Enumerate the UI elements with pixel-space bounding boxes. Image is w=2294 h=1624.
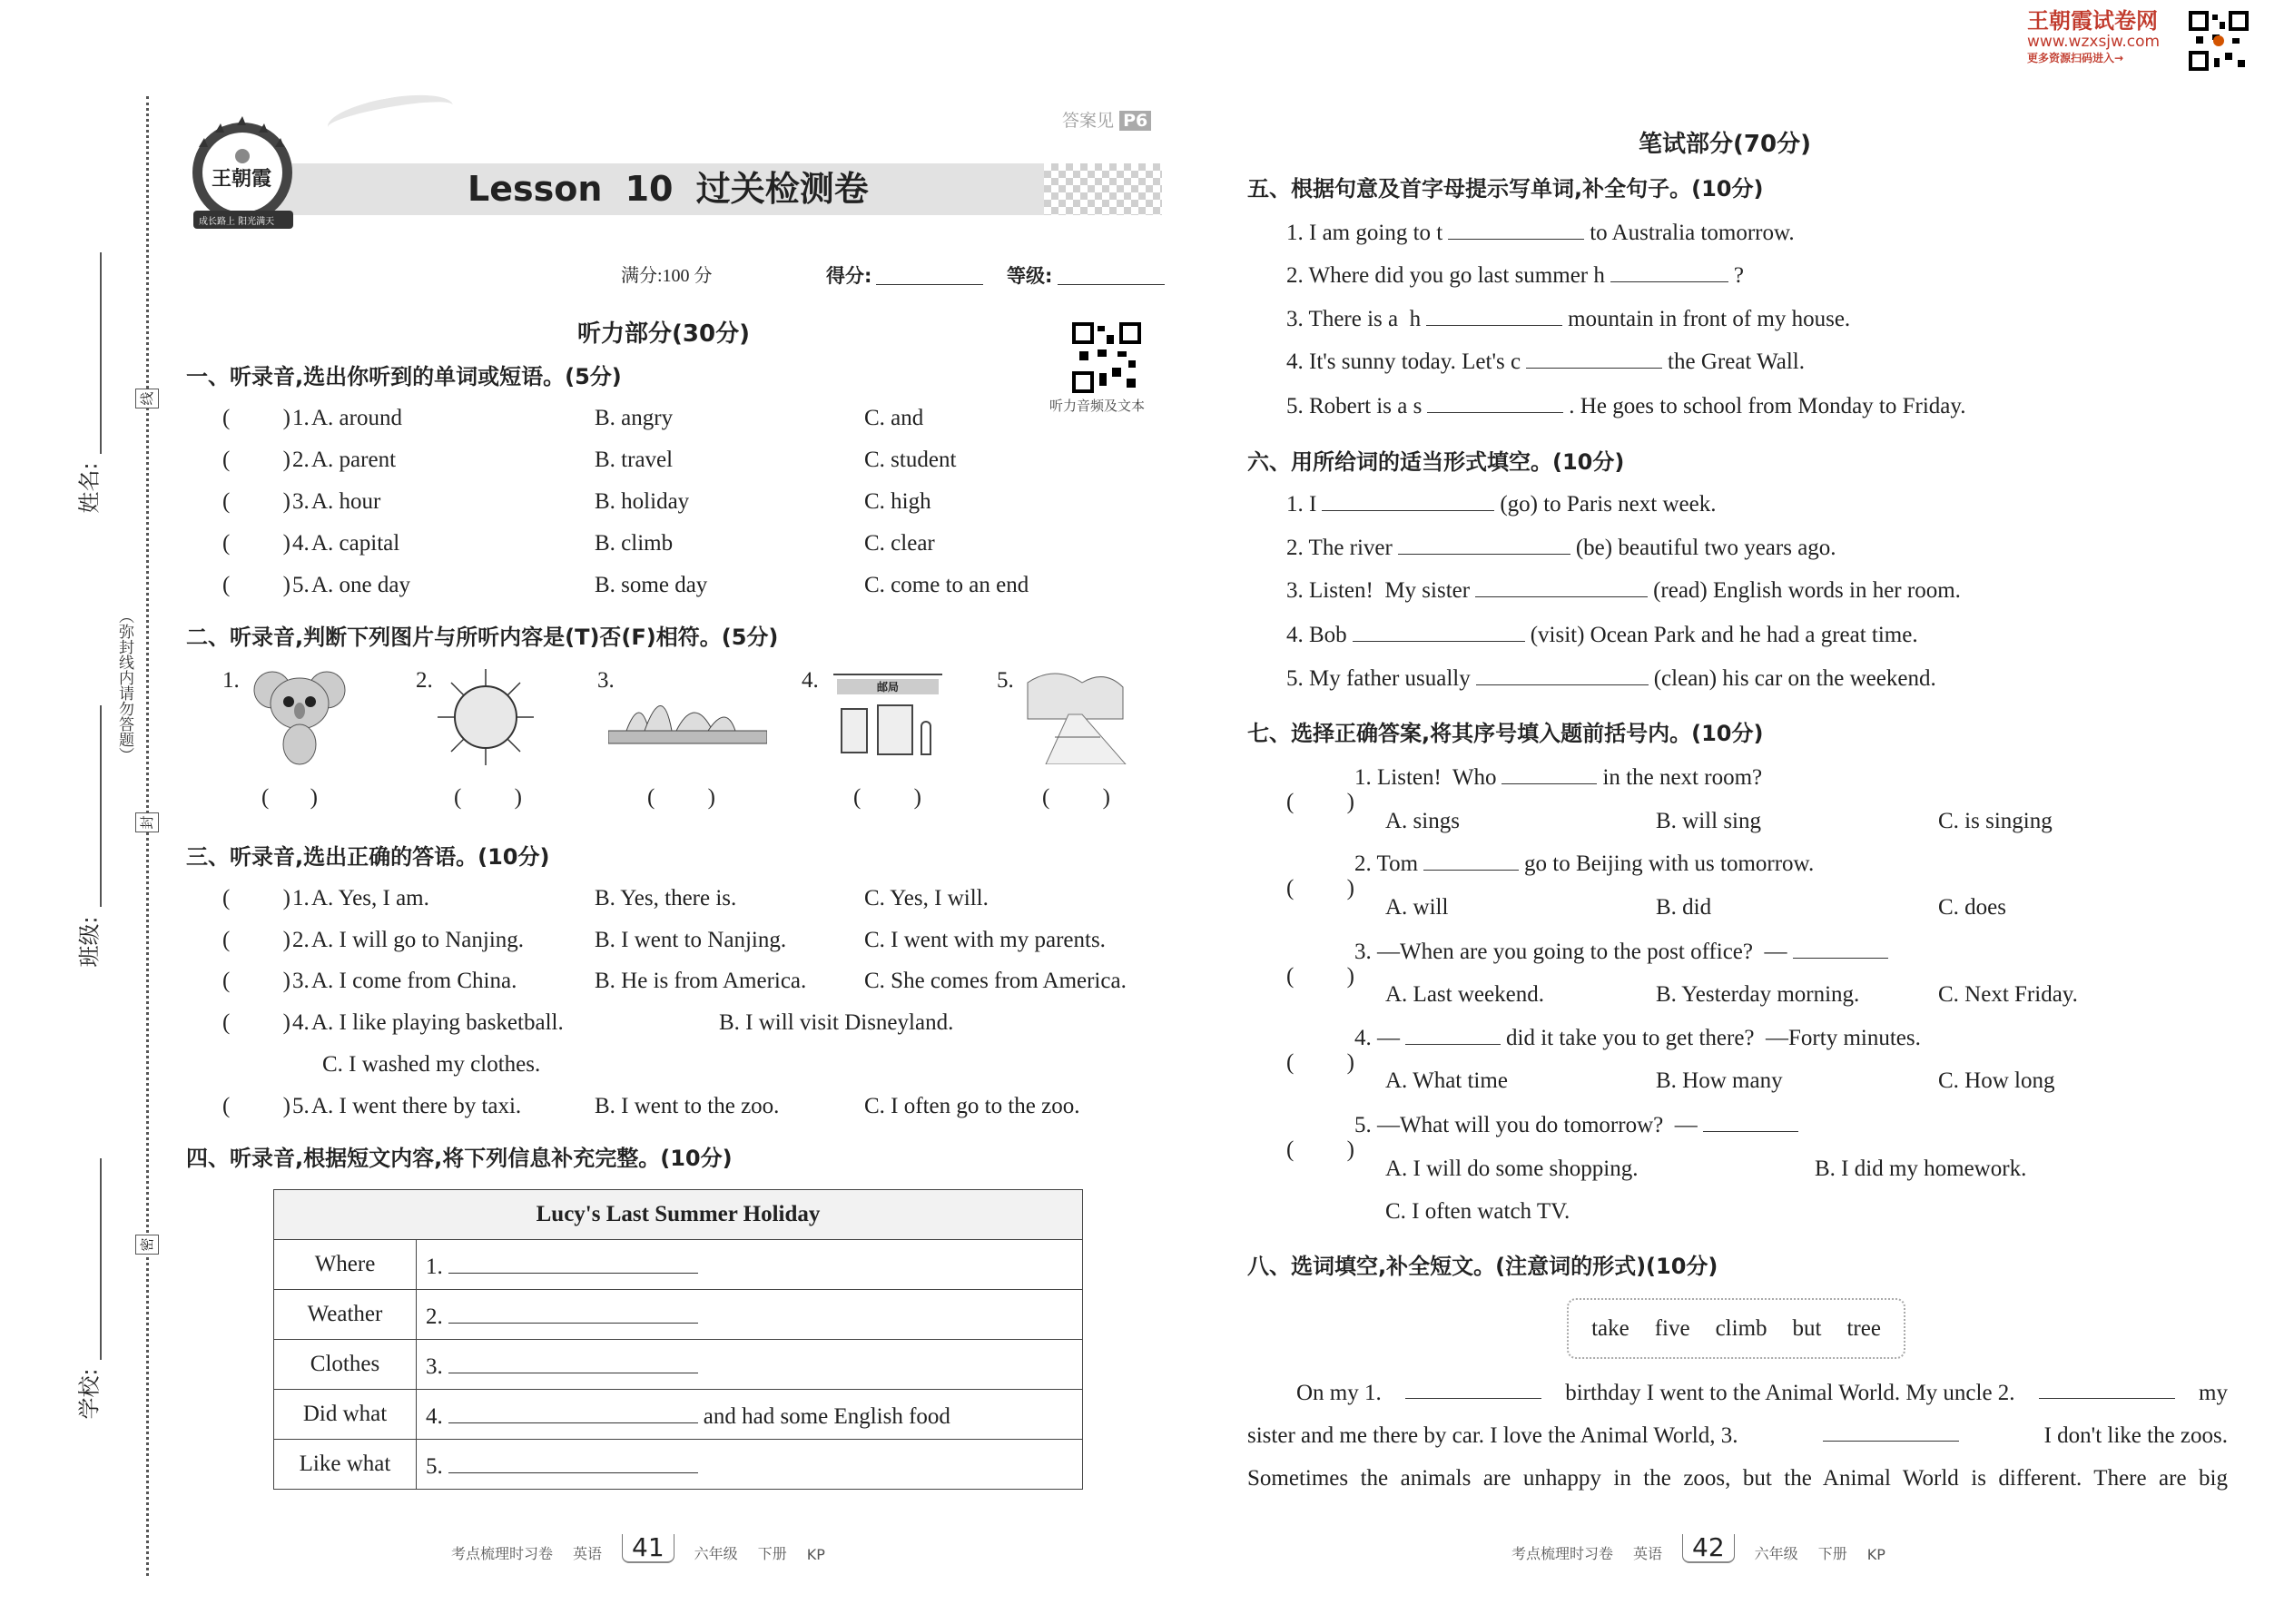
option-b: B. I did my homework. bbox=[1815, 1156, 2027, 1181]
grade-field[interactable] bbox=[1058, 261, 1165, 285]
list-item bbox=[0, 442, 1180, 478]
margin-marker-line: 线 bbox=[135, 389, 159, 408]
word-option: take bbox=[1591, 1315, 1629, 1341]
answer-field[interactable] bbox=[1526, 345, 1662, 369]
item-text: 4. — bbox=[1354, 1026, 1400, 1050]
score-label: 得分: bbox=[826, 265, 872, 287]
footer-right bbox=[1511, 1534, 1885, 1563]
item-text-end: the Great Wall. bbox=[1668, 349, 1805, 374]
row-number: 4. bbox=[426, 1403, 443, 1429]
row-answer bbox=[417, 1390, 1083, 1440]
class-label: 班级: bbox=[76, 916, 103, 968]
passage-text: my bbox=[2199, 1381, 2228, 1405]
item-text: 4. Bob bbox=[1286, 623, 1347, 647]
audio-qr-caption: 听力音频及文本 bbox=[1049, 398, 1146, 414]
grade-label: 等级: bbox=[1007, 265, 1053, 287]
option-a: A. one day bbox=[311, 573, 410, 597]
full-score: 满分:100 分 bbox=[621, 266, 713, 286]
option-c: C. is singing bbox=[1938, 809, 2053, 833]
passage-line-1 bbox=[1296, 1375, 2228, 1412]
option-c: C. Next Friday. bbox=[1938, 982, 2078, 1007]
answer-field[interactable] bbox=[1423, 847, 1519, 871]
answer-ref-label: 答案见 bbox=[1062, 111, 1115, 131]
list-item bbox=[0, 526, 1180, 562]
post-office-picture bbox=[833, 674, 942, 755]
item-number: 2. bbox=[292, 448, 310, 472]
answer-reference bbox=[1062, 107, 1151, 132]
list-item bbox=[1286, 846, 1814, 882]
page-title: Lesson 10 过关检测卷 bbox=[468, 169, 869, 209]
item-text: 5. My father usually bbox=[1286, 666, 1471, 691]
brand-name: 王朝霞试卷网 bbox=[2027, 8, 2158, 34]
option-a: A. will bbox=[1385, 895, 1449, 920]
answer-field[interactable] bbox=[1448, 216, 1584, 240]
koala-picture-icon bbox=[250, 667, 350, 767]
option-c: C. high bbox=[864, 489, 931, 514]
option-a: A. around bbox=[311, 406, 402, 430]
option-a: A. I like playing basketball. bbox=[311, 1010, 564, 1035]
list-item bbox=[1286, 661, 1936, 697]
answer-field[interactable] bbox=[1426, 302, 1562, 326]
answer-field[interactable] bbox=[1405, 1021, 1501, 1045]
answer-field[interactable] bbox=[448, 1250, 698, 1274]
passage-line-2 bbox=[1247, 1418, 2228, 1454]
row-label: Like what bbox=[274, 1440, 417, 1490]
option-c: C. student bbox=[864, 448, 957, 472]
list-item bbox=[1286, 760, 1762, 796]
brand-qr-icon bbox=[2189, 11, 2249, 71]
item-text: 5. Robert is a s bbox=[1286, 394, 1423, 418]
picture-number: 5. bbox=[997, 668, 1014, 693]
list-item bbox=[1286, 487, 1716, 523]
passage-line-3 bbox=[1247, 1461, 2228, 1497]
audio-qr-icon[interactable] bbox=[1072, 322, 1141, 393]
item-text: 1. Listen! Who bbox=[1354, 765, 1497, 790]
table-row bbox=[274, 1290, 1083, 1340]
list-item bbox=[0, 400, 1180, 437]
option-b: B. angry bbox=[595, 406, 674, 430]
option-c: C. I often go to the zoo. bbox=[864, 1094, 1080, 1118]
list-item bbox=[1286, 617, 1918, 654]
item-text: 2. Tom bbox=[1354, 851, 1419, 876]
option-c: C. clear bbox=[864, 531, 935, 556]
option-b: B. I went to Nanjing. bbox=[595, 928, 787, 952]
row-tail: and had some English food bbox=[703, 1403, 950, 1429]
table-row bbox=[274, 1390, 1083, 1440]
answer-field[interactable] bbox=[1793, 935, 1888, 959]
logo-text: 王朝霞 bbox=[212, 167, 272, 191]
answer-field[interactable] bbox=[1475, 574, 1648, 597]
section-3-heading: 三、听录音,选出正确的答语。(10分) bbox=[186, 844, 550, 870]
row-answer bbox=[417, 1340, 1083, 1390]
option-b: B. I will visit Disneyland. bbox=[719, 1010, 954, 1035]
school-fill-line bbox=[100, 1158, 102, 1360]
writing-title: 笔试部分(70分) bbox=[1639, 131, 1811, 158]
section-5-heading: 五、根据句意及首字母提示写单词,补全句子。(10分) bbox=[1247, 176, 1764, 202]
answer-field[interactable] bbox=[1322, 487, 1494, 511]
list-item bbox=[1286, 1020, 1921, 1057]
item-text: 3. Listen! My sister bbox=[1286, 578, 1471, 603]
name-label: 姓名: bbox=[76, 462, 103, 514]
row-number: 3. bbox=[426, 1353, 443, 1379]
row-label: Did what bbox=[274, 1390, 417, 1440]
footer-series: 考点梳理时习卷 bbox=[451, 1545, 554, 1562]
footer-series: 考点梳理时习卷 bbox=[1511, 1545, 1614, 1562]
table-row bbox=[274, 1340, 1083, 1390]
list-item bbox=[1286, 934, 1894, 970]
post-office-sign: 邮局 bbox=[837, 679, 939, 694]
item-text-end: did it take you to get there? —Forty minutes. bbox=[1506, 1026, 1921, 1050]
logo-ribbon-text: 成长路上 阳光满天 bbox=[199, 217, 275, 227]
item-text: 4. It's sunny today. Let's c bbox=[1286, 349, 1521, 374]
footer-edition: KP bbox=[806, 1546, 825, 1563]
row-answer bbox=[417, 1240, 1083, 1290]
item-number: 4. bbox=[292, 1010, 310, 1035]
item-number: 1. bbox=[292, 886, 310, 910]
page-number: 42 bbox=[1682, 1534, 1735, 1563]
item-text-end: (visit) Ocean Park and he had a great time. bbox=[1530, 623, 1918, 647]
item-number: 1. bbox=[292, 406, 310, 430]
options bbox=[0, 803, 2294, 840]
item-text-end: ? bbox=[1733, 263, 1744, 288]
option-b: B. How many bbox=[1656, 1068, 1783, 1093]
table-row bbox=[274, 1440, 1083, 1490]
list-item bbox=[1286, 301, 1850, 338]
row-label: Weather bbox=[274, 1290, 417, 1340]
item-text-end: (read) English words in her room. bbox=[1653, 578, 1961, 603]
answer-field[interactable] bbox=[1398, 531, 1570, 555]
option-c: C. I washed my clothes. bbox=[322, 1052, 541, 1077]
footer-grade: 六年级 bbox=[1754, 1545, 1798, 1562]
option-c: C. come to an end bbox=[864, 573, 1029, 597]
option-c: C. Yes, I will. bbox=[864, 886, 989, 910]
footer-subject: 英语 bbox=[1633, 1545, 1663, 1562]
table-row bbox=[274, 1240, 1083, 1290]
list-item bbox=[0, 922, 1180, 959]
answer-field[interactable] bbox=[1703, 1108, 1798, 1132]
option-c: C. I often watch TV. bbox=[1385, 1199, 1570, 1224]
row-number: 2. bbox=[426, 1304, 443, 1329]
brand-banner bbox=[2027, 9, 2294, 77]
answer-ref-page: P6 bbox=[1119, 111, 1151, 131]
passage-text: I don't like the zoos. bbox=[2043, 1423, 2228, 1448]
footer-term: 下册 bbox=[757, 1545, 787, 1562]
section-8-heading: 八、选词填空,补全短文。(注意词的形式)(10分) bbox=[1247, 1254, 1718, 1279]
row-answer bbox=[417, 1440, 1083, 1490]
footer-edition: KP bbox=[1866, 1546, 1885, 1563]
passage-text: birthday I went to the Animal World. My uncle 2. bbox=[1565, 1381, 2015, 1405]
row-label: Where bbox=[274, 1240, 417, 1290]
option-a: A. Last weekend. bbox=[1385, 982, 1544, 1007]
picture-number: 2. bbox=[416, 668, 433, 693]
item-text-end: (be) beautiful two years ago. bbox=[1575, 536, 1836, 560]
item-number: 5. bbox=[292, 573, 310, 597]
answer-field[interactable] bbox=[1353, 618, 1525, 642]
section-6-heading: 六、用所给词的适当形式填空。(10分) bbox=[1247, 449, 1625, 475]
footer-subject: 英语 bbox=[573, 1545, 603, 1562]
picture-number: 3. bbox=[597, 668, 615, 693]
option-b: B. holiday bbox=[595, 489, 690, 514]
option-a: A. Yes, I am. bbox=[311, 886, 429, 910]
list-item bbox=[1286, 573, 1961, 609]
answer-field[interactable] bbox=[448, 1400, 698, 1423]
footer-grade: 六年级 bbox=[694, 1545, 738, 1562]
school-label: 学校: bbox=[76, 1368, 103, 1420]
item-number: 3. bbox=[292, 969, 310, 993]
list-item bbox=[1286, 530, 1836, 566]
list-item bbox=[1286, 344, 1805, 380]
options bbox=[0, 1063, 2294, 1099]
word-option: climb bbox=[1715, 1315, 1767, 1341]
list-item bbox=[0, 484, 1180, 520]
answer-field[interactable] bbox=[1610, 259, 1728, 282]
passage-text: Sometimes the animals are unhappy in the zoos, but the Animal World is different. There are big bbox=[1247, 1466, 2228, 1491]
title-band-checker bbox=[1044, 163, 1162, 215]
option-b: B. Yes, there is. bbox=[595, 886, 737, 910]
score-field[interactable] bbox=[876, 261, 983, 285]
logo bbox=[186, 109, 300, 236]
word-option: but bbox=[1792, 1315, 1822, 1341]
picture-number: 4. bbox=[802, 668, 819, 693]
option-a: A. capital bbox=[311, 531, 400, 556]
option-b: B. did bbox=[1656, 895, 1712, 920]
option-b: B. Yesterday morning. bbox=[1656, 982, 1860, 1007]
word-bank bbox=[1567, 1298, 1905, 1359]
margin-marker-seal: 封 bbox=[135, 812, 159, 832]
listening-title: 听力部分(30分) bbox=[577, 320, 750, 348]
info-table bbox=[273, 1189, 1083, 1490]
option-a: A. I will do some shopping. bbox=[1385, 1156, 1639, 1181]
options-continued bbox=[0, 1194, 2294, 1230]
option-a: A. I will go to Nanjing. bbox=[311, 928, 525, 952]
passage-text: On my 1. bbox=[1296, 1381, 1382, 1405]
item-text-end: in the next room? bbox=[1602, 765, 1763, 790]
table-title: Lucy's Last Summer Holiday bbox=[274, 1190, 1083, 1240]
option-b: B. travel bbox=[595, 448, 674, 472]
option-b: B. He is from America. bbox=[595, 969, 807, 993]
list-item bbox=[0, 567, 1180, 604]
item-text: 3. —When are you going to the post office? — bbox=[1354, 940, 1787, 964]
section-4-heading: 四、听录音,根据短文内容,将下列信息补充完整。(10分) bbox=[186, 1146, 733, 1171]
item-number: 4. bbox=[292, 531, 310, 556]
score-line bbox=[0, 258, 1180, 294]
option-a: A. What time bbox=[1385, 1068, 1508, 1093]
margin-marker-secret: 密 bbox=[135, 1235, 159, 1255]
row-number: 1. bbox=[426, 1254, 443, 1279]
answer-field[interactable] bbox=[448, 1350, 698, 1373]
options bbox=[0, 977, 2294, 1013]
row-number: 5. bbox=[426, 1453, 443, 1479]
item-number: 2. bbox=[292, 928, 310, 952]
option-b: B. climb bbox=[595, 531, 674, 556]
option-a: A. parent bbox=[311, 448, 397, 472]
option-c: C. She comes from America. bbox=[864, 969, 1127, 993]
option-c: C. and bbox=[864, 406, 924, 430]
option-b: B. I went to the zoo. bbox=[595, 1094, 780, 1118]
answer-field[interactable] bbox=[1427, 389, 1563, 413]
ribbon-decoration bbox=[325, 87, 457, 145]
footer-term: 下册 bbox=[1817, 1545, 1847, 1562]
option-a: A. hour bbox=[311, 489, 381, 514]
options bbox=[0, 1151, 2294, 1187]
section-7-heading: 七、选择正确答案,将其序号填入题前括号内。(10分) bbox=[1247, 721, 1764, 746]
list-item bbox=[1286, 389, 1966, 425]
item-text-end: go to Beijing with us tomorrow. bbox=[1524, 851, 1815, 876]
passage-text: sister and me there by car. I love the Animal World, 3. bbox=[1247, 1423, 1738, 1448]
item-text: 1. I bbox=[1286, 492, 1317, 517]
passage-blank-1[interactable] bbox=[1405, 1375, 1541, 1399]
item-text-end: (clean) his car on the weekend. bbox=[1653, 666, 1936, 691]
list-item bbox=[1286, 215, 1795, 251]
section-1-heading: 一、听录音,选出你听到的单词或短语。(5分) bbox=[186, 364, 622, 389]
option-a: A. I come from China. bbox=[311, 969, 517, 993]
section-2-heading: 二、听录音,判断下列图片与所听内容是(T)否(F)相符。(5分) bbox=[186, 625, 779, 650]
item-text-end: . He goes to school from Monday to Friday. bbox=[1569, 394, 1966, 418]
item-text-end: mountain in front of my house. bbox=[1568, 307, 1851, 331]
row-answer bbox=[417, 1290, 1083, 1340]
list-item bbox=[1286, 258, 1744, 294]
item-text: 3. There is a h bbox=[1286, 307, 1422, 331]
option-b: B. will sing bbox=[1656, 809, 1761, 833]
footer-left bbox=[451, 1534, 825, 1563]
item-text: 2. Where did you go last summer h bbox=[1286, 263, 1605, 288]
item-text: 1. I am going to t bbox=[1286, 221, 1443, 245]
opera-house-picture-icon bbox=[608, 676, 767, 749]
brand-tagline: 更多资源扫码进入→ bbox=[2027, 52, 2124, 64]
answer-field[interactable] bbox=[1476, 662, 1649, 685]
passage-blank-3[interactable] bbox=[1823, 1418, 1959, 1442]
option-a: A. sings bbox=[1385, 809, 1460, 833]
item-number: 3. bbox=[292, 489, 310, 514]
option-a: A. I went there by taxi. bbox=[311, 1094, 522, 1118]
list-item bbox=[1286, 1107, 1804, 1144]
word-option: five bbox=[1654, 1315, 1690, 1341]
page-number: 41 bbox=[622, 1534, 674, 1563]
option-c: C. does bbox=[1938, 895, 2006, 920]
option-c: C. How long bbox=[1938, 1068, 2055, 1093]
item-text: 5. —What will you do tomorrow? — bbox=[1354, 1113, 1698, 1137]
option-c: C. I went with my parents. bbox=[864, 928, 1106, 952]
sealing-notice: （弥封线内请勿答题） bbox=[115, 608, 133, 763]
word-option: tree bbox=[1846, 1315, 1881, 1341]
sun-picture-icon bbox=[436, 667, 536, 767]
row-label: Clothes bbox=[274, 1340, 417, 1390]
road-scene-picture-icon bbox=[1019, 664, 1127, 764]
brand-url: www.wzxsjw.com bbox=[2027, 33, 2161, 51]
item-text: 2. The river bbox=[1286, 536, 1393, 560]
options bbox=[0, 890, 2294, 926]
picture-number: 1. bbox=[222, 668, 240, 693]
answer-field[interactable] bbox=[1501, 761, 1597, 784]
passage-blank-2[interactable] bbox=[2039, 1375, 2175, 1399]
item-text-end: (go) to Paris next week. bbox=[1500, 492, 1717, 517]
answer-field[interactable] bbox=[448, 1450, 698, 1473]
item-number: 5. bbox=[292, 1094, 310, 1118]
answer-field[interactable] bbox=[448, 1300, 698, 1324]
item-text-end: to Australia tomorrow. bbox=[1590, 221, 1795, 245]
option-b: B. some day bbox=[595, 573, 708, 597]
